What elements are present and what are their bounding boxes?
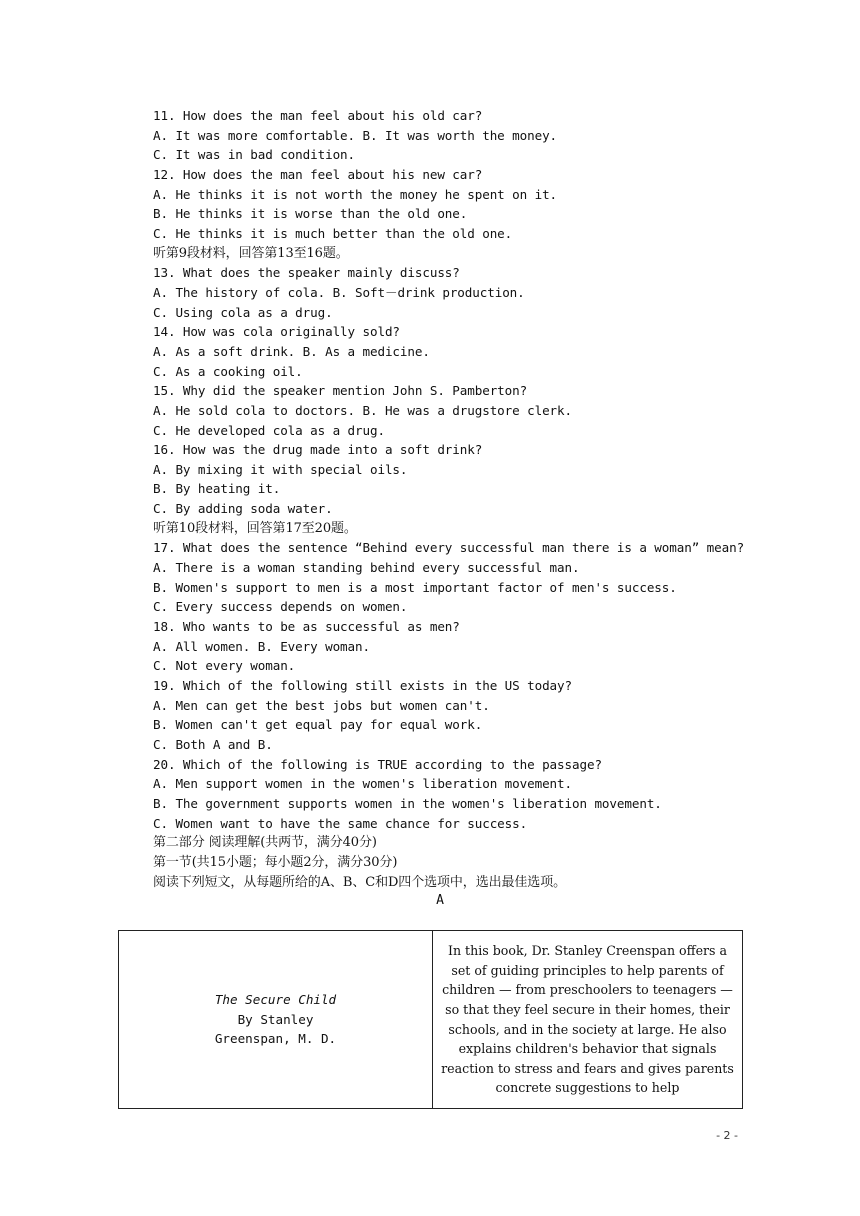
question-line: C. Both A and B. bbox=[153, 737, 273, 752]
question-line: A. The history of cola. B. Soft－drink production. bbox=[153, 284, 525, 300]
book-author-line1: By Stanley bbox=[237, 1011, 314, 1027]
question-line: C. As a cooking oil. bbox=[153, 363, 303, 379]
question-line: C. By adding soda water. bbox=[153, 501, 333, 517]
question-line: A. It was more comfortable. B. It was worth the money. bbox=[153, 127, 558, 143]
book-description: In this book, Dr. Stanley Creenspan offers a set of guiding principles to help parents of children — from preschoolers to teenagers — so that they feel secure in their homes, their schools, and in the society at large. He also explains children's behavior that signals reaction to stress and fears and gives parents concrete suggestions to help bbox=[441, 943, 734, 1096]
instruction-line: 听第10段材料，回答第17至20题。 bbox=[153, 520, 357, 536]
question-line: 14. How was cola originally sold? bbox=[153, 324, 400, 340]
book-table bbox=[118, 930, 743, 1109]
question-line: A. There is a woman standing behind every successful man. bbox=[153, 560, 580, 576]
page-number: - 2 - bbox=[716, 1129, 738, 1142]
question-line: 17. What does the sentence “Behind every successful man there is a woman” mean? bbox=[153, 540, 745, 556]
question-line: A. Men can get the best jobs but women can't. bbox=[153, 697, 490, 713]
question-line: B. Women's support to men is a most important factor of men's success. bbox=[153, 579, 677, 595]
book-row bbox=[119, 931, 743, 1109]
question-line: 20. Which of the following is TRUE according to the passage? bbox=[153, 756, 602, 772]
book-title: The Secure Child bbox=[214, 992, 337, 1008]
question-line: C. Not every woman. bbox=[153, 658, 296, 674]
question-line: C. He developed cola as a drug. bbox=[153, 422, 385, 438]
book-info-cell bbox=[119, 931, 433, 1109]
instruction-line: 第一节(共15小题；每小题2分，满分30分) bbox=[153, 854, 398, 870]
question-line: C. It was in bad condition. bbox=[153, 147, 356, 163]
question-line: C. Women want to have the same chance for success. bbox=[153, 815, 528, 831]
question-line: A. As a soft drink. B. As a medicine. bbox=[153, 343, 430, 359]
question-line: C. Every success depends on women. bbox=[153, 599, 408, 615]
question-line: A. By mixing it with special oils. bbox=[153, 461, 408, 477]
question-line: 13. What does the speaker mainly discuss? bbox=[153, 265, 460, 281]
question-line: B. By heating it. bbox=[153, 481, 281, 497]
question-list bbox=[153, 106, 773, 892]
question-line: 19. Which of the following still exists in the US today? bbox=[153, 678, 572, 694]
question-line: 12. How does the man feel about his new car? bbox=[153, 166, 483, 182]
section-letter: A bbox=[436, 893, 444, 908]
book-description-cell bbox=[433, 931, 743, 1109]
question-line: C. Using cola as a drug. bbox=[153, 304, 333, 320]
question-line: B. The government supports women in the women's liberation movement. bbox=[153, 795, 662, 811]
question-line: A. He thinks it is not worth the money he spent on it. bbox=[153, 186, 558, 202]
question-line: B. Women can't get equal pay for equal work. bbox=[153, 717, 483, 733]
question-line: 18. Who wants to be as successful as men? bbox=[153, 619, 460, 635]
question-line: B. He thinks it is worse than the old one. bbox=[153, 206, 468, 222]
instruction-line: 听第9段材料，回答第13至16题。 bbox=[153, 245, 349, 261]
question-line: A. He sold cola to doctors. B. He was a drugstore clerk. bbox=[153, 402, 572, 418]
question-line: 15. Why did the speaker mention John S. Pamberton? bbox=[153, 383, 528, 399]
question-line: 16. How was the drug made into a soft drink? bbox=[153, 442, 483, 458]
question-line: A. All women. B. Every woman. bbox=[153, 638, 370, 654]
instruction-line: 第二部分 阅读理解(共两节，满分40分) bbox=[153, 835, 377, 851]
book-author-line2: Greenspan, M. D. bbox=[214, 1031, 337, 1047]
instruction-line: 阅读下列短文，从每题所给的A、B、C和D四个选项中，选出最佳选项。 bbox=[153, 874, 567, 890]
question-line: A. Men support women in the women's liberation movement. bbox=[153, 776, 572, 792]
question-line: C. He thinks it is much better than the old one. bbox=[153, 225, 513, 241]
question-line: 11. How does the man feel about his old car? bbox=[153, 108, 483, 123]
